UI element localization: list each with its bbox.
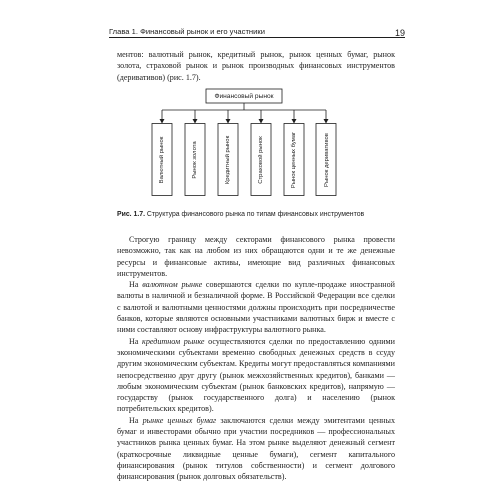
term-credit-market: кредитном рынке xyxy=(142,336,205,346)
arrow-head xyxy=(226,119,231,124)
figure-caption-text: Структура финансового рынка по типам финансовых инструментов xyxy=(146,211,365,218)
child-label-gold-market: Рынок золота xyxy=(192,140,198,179)
paragraph-currency-market xyxy=(117,279,395,335)
diagram-root-label: Финансовый рынок xyxy=(214,92,274,100)
body-text-block xyxy=(117,234,395,483)
arrow-head xyxy=(324,119,329,124)
financial-market-diagram xyxy=(149,86,349,206)
paragraph-securities-market xyxy=(117,415,395,483)
paragraph-rest: совершаются сделки по купле-продаже иностранной валюты в наличной и безналичной форме. В Российской Федерации все сделки с валютой и валютными ценностями должны происходить при посредничестве банков, которые являются основными участниками валютных бирж и вместе с ними составляют основу инфраструктуры валютного рынка. xyxy=(117,280,395,335)
arrow-head xyxy=(292,119,297,124)
term-currency-market: валютном рынке xyxy=(142,280,203,290)
header-rule xyxy=(109,37,405,38)
arrow-head xyxy=(259,119,264,124)
intro-paragraph: ментов: валютный рынок, кредитный рынок, рынок ценных бумаг, рынок золота, страховой рынок и рынок производных финансовых инструментов (деривативов) (рис. 1.7). xyxy=(117,50,395,82)
diagram-lines xyxy=(149,86,349,206)
paragraph-rest: осуществляются сделки по предоставлению одними экономическими субъектами временно свободных денежных средств в ссуду другим экономическим субъектам. Кредиты могут предоставляться компаниями непосредственно друг другу (рынок межхозяйственных кредитов), банками — любым экономическим субъектам (рынок банковских кредитов), напрямую — государству (рынок государственного долга) и населению (рынок потребительских кредитов). xyxy=(117,336,395,414)
term-securities-market: рынке ценных бумаг xyxy=(142,415,217,425)
paragraph-credit-market xyxy=(117,336,395,415)
arrow-head xyxy=(193,119,198,124)
child-label-derivatives-market: Рынок деривативов xyxy=(324,132,330,187)
paragraph-lead: На xyxy=(129,280,143,290)
arrow-head xyxy=(160,119,165,124)
child-label-securities-market: Рынок ценных бумаг xyxy=(291,131,297,188)
figure-number: Рис. 1.7. xyxy=(117,211,145,218)
child-label-currency-market: Валютный рынок xyxy=(159,136,165,183)
figure-caption xyxy=(117,210,395,219)
intro-text-block xyxy=(117,49,395,83)
child-label-insurance-market: Страховой рынок xyxy=(258,135,264,184)
paragraph-rest: заключаются сделки между эмитентами ценных бумаг и инвесторами обычно при участии посредников — профессиональных участников рынка ценных бумаг. На этом рынке выделяют денежный сегмент (краткосрочные ликвидные ценные бумаги), сегмент капитального финансирования (рынок титулов собственности) и сегмент долгового финансирования (рынок долговых обязательств). xyxy=(117,415,395,482)
paragraph-lead: На xyxy=(129,415,143,425)
chapter-title: Глава 1. Финансовый рынок и его участники xyxy=(109,27,265,36)
page-number: 19 xyxy=(394,28,405,38)
paragraph-sector-boundaries: Строгую границу между секторами финансового рынка провести невозможно, так как на любом из них обращаются одни и те же денежные ресурсы и финансовые активы, имеющие вид различных финансовых инструментов. xyxy=(117,235,395,278)
paragraph-lead: На xyxy=(129,336,143,346)
child-label-credit-market: Кредитный рынок xyxy=(225,135,231,184)
